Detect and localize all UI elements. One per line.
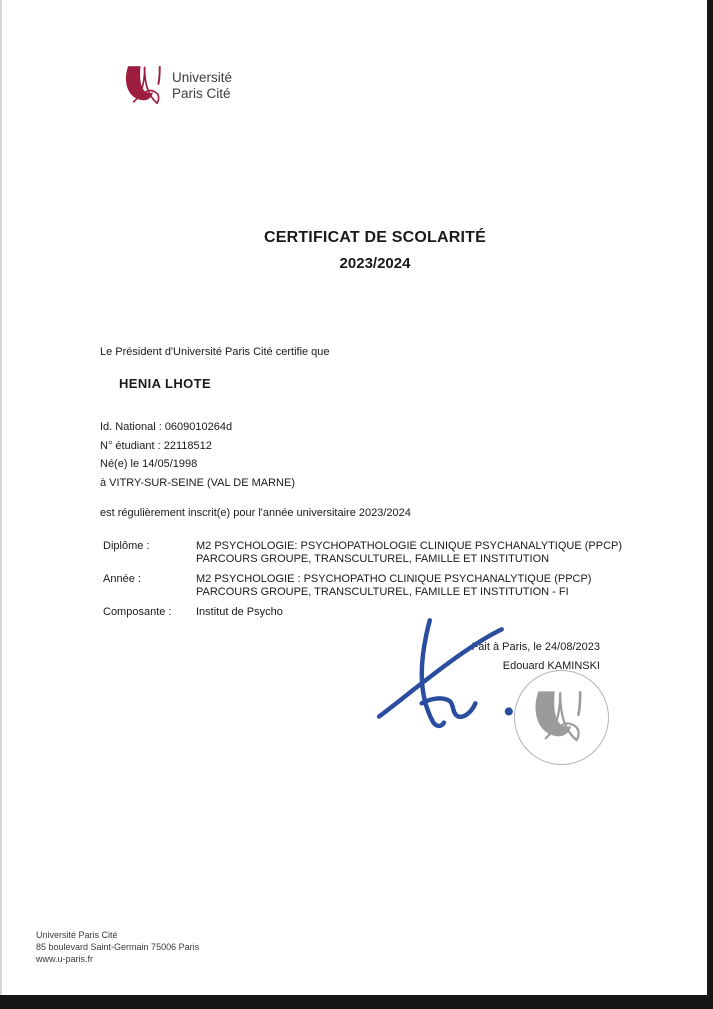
stamp-logo-icon <box>533 691 591 744</box>
scan-edge-left <box>0 0 2 1009</box>
enrollment-sentence: est régulièrement inscrit(e) pour l'année universitaire 2023/2024 <box>100 507 411 519</box>
table-row <box>103 606 633 619</box>
composante-label: Composante : <box>103 606 172 618</box>
university-logo-text <box>172 70 232 101</box>
university-round-stamp <box>514 670 609 765</box>
diplome-label: Diplôme : <box>103 540 150 552</box>
logo-text-line2: Paris Cité <box>172 85 231 101</box>
birth-date: Né(e) le 14/05/1998 <box>100 458 198 471</box>
table-row <box>103 573 633 599</box>
student-name: HENIA LHOTE <box>119 376 212 391</box>
footer-address <box>36 929 199 965</box>
certificate-title-line: CERTIFICAT DE SCOLARITÉ <box>263 229 487 246</box>
diplome-value: M2 PSYCHOLOGIE: PSYCHOPATHOLOGIE CLINIQUE PSYCHANALYTIQUE (PPCP) PARCOURS GROUPE, TRANSCULTUREL, FAMILLE ET INSTITUTION <box>196 540 623 565</box>
details-table <box>103 540 633 626</box>
logo-text-line1: Université <box>172 70 233 85</box>
annee-label: Année : <box>103 573 141 585</box>
signer-name: Edouard KAMINSKI <box>502 659 600 672</box>
university-logo-icon <box>124 66 168 106</box>
footer-university: Université Paris Cité <box>36 930 118 940</box>
intro-sentence: Le Président d'Université Paris Cité certifie que <box>100 346 330 358</box>
annee-value: M2 PSYCHOLOGIE : PSYCHOPATHO CLINIQUE PSYCHANALYTIQUE (PPCP) PARCOURS GROUPE, TRANSCULTUREL, FAMILLE ET INSTITUTION - FI <box>196 573 592 598</box>
academic-year: 2023/2024 <box>339 255 411 272</box>
handwritten-signature-icon <box>372 616 524 738</box>
footer-website: www.u-paris.fr <box>36 954 94 964</box>
scan-edge-bottom <box>0 995 713 1009</box>
scan-edge-right <box>707 0 713 1009</box>
birth-place: à VITRY-SUR-SEINE (VAL DE MARNE) <box>100 476 295 489</box>
id-national: Id. National : 0609010264d <box>100 421 233 433</box>
table-row <box>103 540 633 566</box>
composante-value: Institut de Psycho <box>196 606 283 618</box>
student-number: N° étudiant : 22118512 <box>100 439 212 452</box>
certificate-title <box>37 229 713 272</box>
student-info-block <box>100 418 295 492</box>
footer-street: 85 boulevard Saint-Germain 75006 Paris <box>36 942 200 952</box>
place-date: Fait à Paris, le 24/08/2023 <box>471 641 600 653</box>
